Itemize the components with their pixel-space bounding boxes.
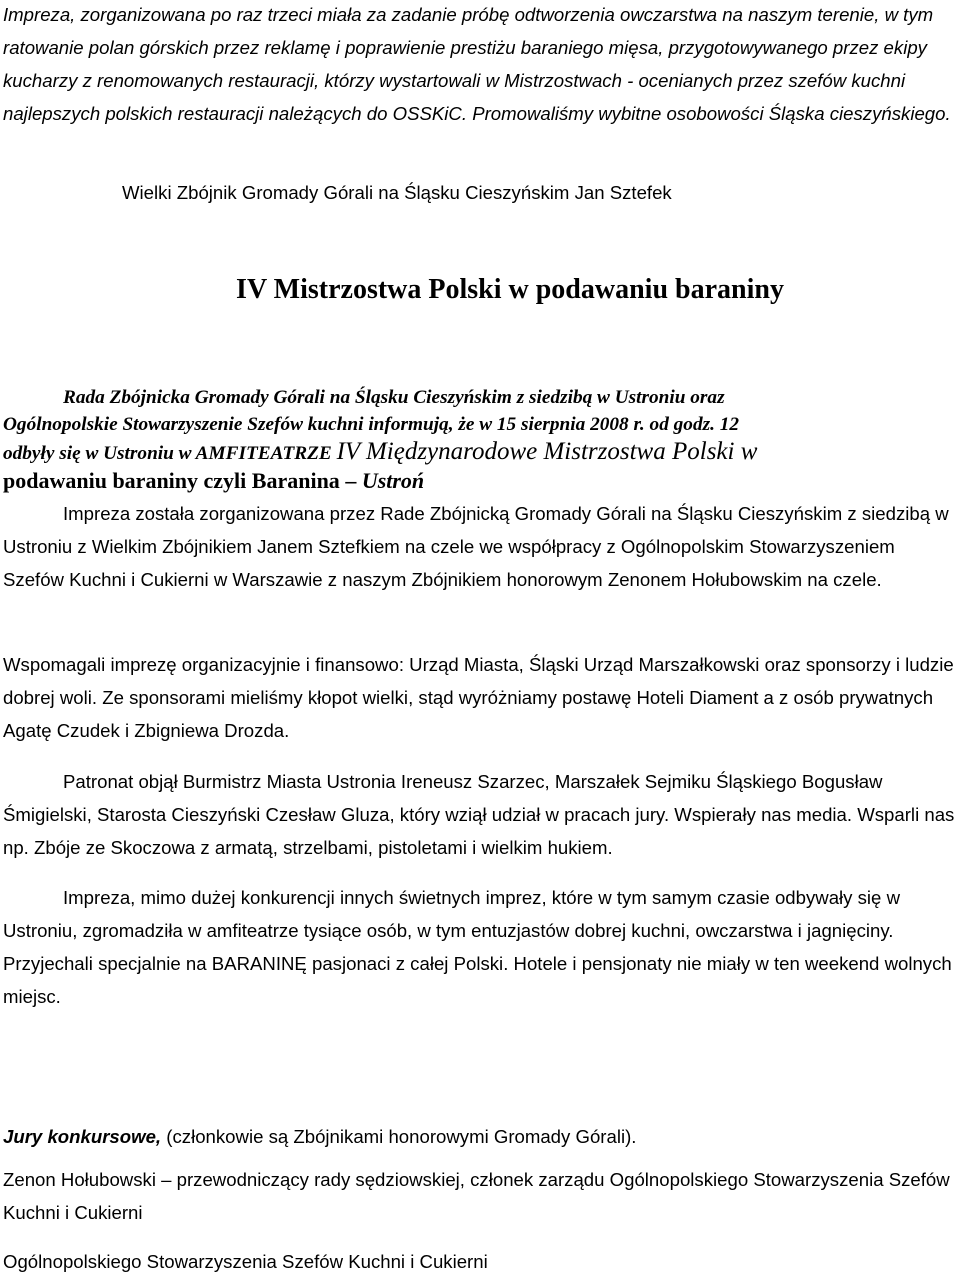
signature-line: Wielki Zbójnik Gromady Górali na Śląsku Cieszyńskim Jan Sztefek	[122, 182, 672, 203]
announcement-line-1: Rada Zbójnicka Gromady Górali na Śląsku Cieszyńskim z siedzibą w Ustroniu oraz	[63, 387, 725, 408]
event-subtitle: podawaniu baraniny czyli Baranina	[3, 468, 340, 493]
patronage-section	[3, 765, 955, 1013]
event-name: IV Międzynarodowe Mistrzostwa Polski w	[336, 438, 758, 465]
jury-heading: Jury konkursowe,	[3, 1126, 162, 1147]
jury-member-2-partial: Ogólnopolskiego Stowarzyszenia Szefów Kuchni i Cukierni	[3, 1251, 488, 1272]
document-title: IV Mistrzostwa Polski w podawaniu baraniny	[236, 274, 784, 305]
organizer-paragraph: Impreza została zorganizowana przez Rade Zbójnicką Gromady Górali na Śląsku Cieszyńskim z siedzibą w Ustroniu z Wielkim Zbójnikiem Janem Sztefkiem na czele we współpracy z Ogólnopolskim Stowarzyszeniem Szefów Kuchni i Cukierni w Warszawie z naszym Zbójnikiem honorowym Zenonem Hołubowskim na czele.	[3, 503, 949, 590]
announcement-line-3	[3, 438, 955, 467]
announcement-block	[3, 384, 955, 494]
announcement-line-4	[3, 467, 955, 494]
patronage-paragraph: Patronat objął Burmistrz Miasta Ustronia Ireneusz Szarzec, Marszałek Sejmiku Śląskiego Bogusław Śmigielski, Starosta Cieszyński Czesław Gluza, który wziął udział w pracach jury. Wspierały nas media. Wsparli nas np. Zbóje ze Skoczowa z armatą, strzelbami, pistoletami i wielkim hukiem.	[3, 771, 955, 858]
jury-heading-line	[3, 1120, 955, 1153]
jury-member-1: Zenon Hołubowski – przewodniczący rady sędziowskiej, członek zarządu Ogólnopolskiego Stowarzyszenia Szefów Kuchni i Cukierni	[3, 1169, 950, 1223]
support-paragraph: Wspomagali imprezę organizacyjnie i finansowo: Urząd Miasta, Śląski Urząd Marszałkowski oraz sponsorzy i ludzie dobrej woli. Ze sponsorami mieliśmy kłopot wielki, stąd wyróżniamy postawę Hoteli Diament a z osób prywatnych Agatę Czudek i Zbigniewa Drozda.	[3, 654, 954, 741]
announcement-line-2: Ogólnopolskie Stowarzyszenie Szefów kuchni informują, że w 15 sierpnia 2008 r. od godz. 12	[3, 414, 740, 435]
announcement-line-3-start: odbyły się w Ustroniu w AMFITEATRZE	[3, 443, 332, 464]
attendance-paragraph: Impreza, mimo dużej konkurencji innych świetnych imprez, które w tym samym czasie odbywały się w Ustroniu, zgromadziła w amfiteatrze tysiące osób, w tym entuzjastów dobrej kuchni, owczarstwa i jagnięciny. Przyjechali specjalnie na BARANINĘ pasjonaci z całej Polski. Hotele i pensjonaty nie miały w ten weekend wolnych miejsc.	[3, 887, 952, 1007]
event-dash: –	[345, 468, 357, 493]
intro-paragraph: Impreza, zorganizowana po raz trzeci miała za zadanie próbę odtworzenia owczarstwa na naszym terenie, w tym ratowanie polan górskich przez reklamę i poprawienie prestiżu baraniego mięsa, przygotowywanego przez ekipy kucharzy z renomowanych restauracji, którzy wystartowali w Mistrzostwach - ocenianych przez szefów kuchni najlepszych polskich restauracji należących do OSSKiC. Promowaliśmy wybitne osobowości Śląska cieszyńskiego.	[3, 4, 951, 124]
event-place: Ustroń	[361, 468, 425, 493]
jury-note: (członkowie są Zbójnikami honorowymi Gromady Górali).	[166, 1126, 637, 1147]
